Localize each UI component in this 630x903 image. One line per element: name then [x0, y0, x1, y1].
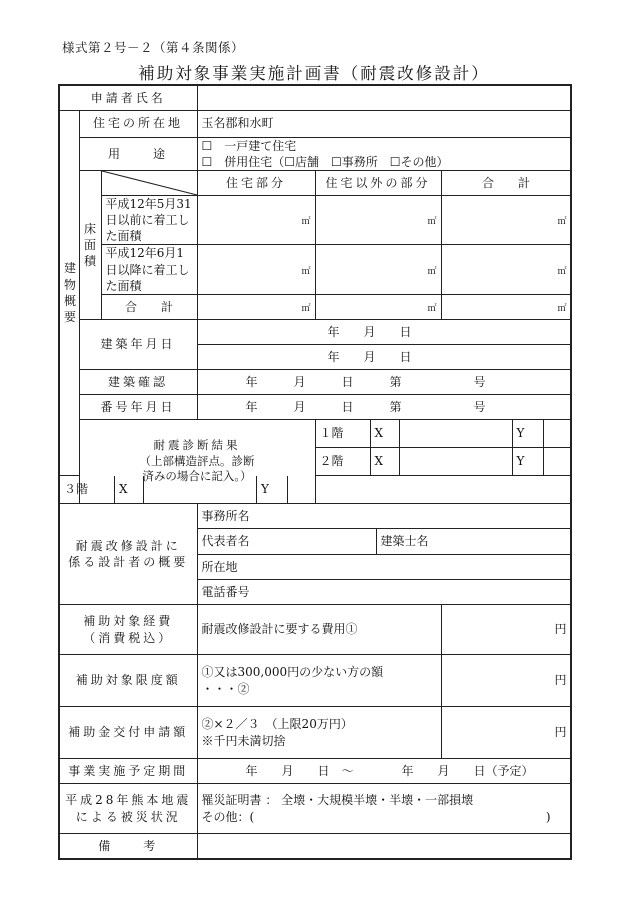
y-label-2: Y — [512, 448, 543, 475]
area-after-row — [59, 245, 571, 295]
floor-label-3: ３階 — [60, 476, 115, 503]
applicant-value[interactable] — [197, 85, 571, 110]
x-label-3: X — [115, 476, 144, 503]
designer-office[interactable]: 事務所名 — [197, 504, 571, 529]
designer-representative[interactable]: 代表者名 — [198, 529, 377, 554]
x-label-2: X — [370, 448, 399, 475]
limit-label: 補助対象限度額 — [59, 655, 197, 707]
confirm-row-1 — [59, 370, 571, 395]
built-date-value-2[interactable]: 年 月 日 — [197, 345, 571, 370]
y-label-1: Y — [512, 420, 543, 447]
applicant-row — [59, 85, 571, 110]
designer-label: 耐震改修設計に 係る設計者の概要 — [59, 504, 197, 605]
confirm-row-2 — [59, 395, 571, 420]
col-total: 合 計 — [441, 170, 571, 195]
area-before-label: 平成12年5月31日以前に着工した面積 — [101, 195, 197, 245]
designer-address[interactable]: 所在地 — [197, 555, 571, 580]
cost-row — [59, 605, 571, 655]
remarks-label: 備 考 — [59, 834, 197, 859]
limit-desc: ①又は300,000円の少ない方の額 ・・・② — [197, 655, 441, 707]
area-sum-label: 合 計 — [101, 295, 197, 320]
y-value-1[interactable] — [543, 420, 570, 447]
col-nonresidential: 住宅以外の部分 — [315, 170, 441, 195]
floor-label-1: １階 — [316, 420, 371, 447]
area-after-nonresidential[interactable]: ㎡ — [315, 245, 441, 295]
confirm-label-2: 番号年月日 — [79, 395, 197, 420]
damage-value[interactable] — [197, 784, 571, 834]
area-sum-residential[interactable]: ㎡ — [197, 295, 315, 320]
area-sum-nonresidential[interactable]: ㎡ — [315, 295, 441, 320]
floor-area-header-row — [59, 170, 571, 195]
designer-architect[interactable]: 建築士名 — [380, 534, 429, 549]
limit-row — [59, 655, 571, 707]
grant-value[interactable]: 円 — [441, 707, 571, 759]
page-title: 補助対象事業実施計画書（耐震改修設計） — [138, 64, 490, 83]
area-sum-total[interactable]: ㎡ — [441, 295, 571, 320]
seismic-row-3 — [59, 476, 571, 504]
designer-representative-cell — [197, 529, 571, 555]
diagonal-header-cell — [101, 170, 197, 195]
use-row — [59, 137, 571, 170]
building-group-label: 建 物 概 要 — [59, 110, 79, 476]
damage-row — [59, 784, 571, 834]
grant-desc: ②×２／３ （上限20万円） ※千円未満切捨 — [197, 707, 441, 759]
built-date-value-1[interactable]: 年 月 日 — [197, 320, 571, 345]
designer-row-office — [59, 504, 571, 529]
y-value-2[interactable] — [543, 448, 570, 475]
grant-label: 補助金交付申請額 — [59, 707, 197, 759]
area-before-total[interactable]: ㎡ — [441, 195, 571, 245]
col-residential: 住宅部分 — [197, 170, 315, 195]
area-before-nonresidential[interactable]: ㎡ — [315, 195, 441, 245]
designer-phone[interactable]: 電話番号 — [197, 580, 571, 605]
x-value-1[interactable] — [399, 420, 512, 447]
area-sum-row — [59, 295, 571, 320]
applicant-label: 申請者氏名 — [59, 85, 197, 110]
location-value[interactable]: 玉名郡和水町 — [197, 110, 571, 137]
damage-certificate[interactable]: 罹災証明書 ： 全壊・大規模半壊・半壊・一部損壊 — [201, 793, 474, 808]
grant-row — [59, 707, 571, 759]
built-date-row-1 — [59, 320, 571, 345]
form-number: 様式第２号－２（第４条関係） — [62, 40, 245, 55]
location-label: 住宅の所在地 — [79, 110, 197, 137]
area-before-residential[interactable]: ㎡ — [197, 195, 315, 245]
x-value-2[interactable] — [399, 448, 512, 475]
confirm-value-2[interactable]: 年 月 日 第 号 — [197, 395, 571, 420]
plan-form-table — [58, 84, 572, 860]
cost-label: 補助対象経費 （消費税込） — [59, 605, 197, 655]
confirm-value-1[interactable]: 年 月 日 第 号 — [197, 370, 571, 395]
cost-value[interactable]: 円 — [441, 605, 571, 655]
damage-other[interactable]: その他：( ) — [201, 809, 551, 824]
area-after-total[interactable]: ㎡ — [441, 245, 571, 295]
confirm-label-1: 建築確認 — [79, 370, 197, 395]
floor-label-2: ２階 — [316, 448, 371, 475]
area-after-residential[interactable]: ㎡ — [197, 245, 315, 295]
schedule-row — [59, 759, 571, 784]
y-label-3: Y — [257, 476, 288, 503]
diagonal-line-icon — [102, 171, 197, 195]
use-option-detached[interactable]: ☐ 一戸建て住宅 — [201, 138, 297, 153]
cost-desc: 耐震改修設計に要する費用① — [197, 605, 441, 655]
schedule-value[interactable]: 年 月 日 ～ 年 月 日（予定） — [197, 759, 571, 784]
schedule-label: 事業実施予定期間 — [59, 759, 197, 784]
seismic-floor-2 — [315, 448, 571, 476]
location-row — [59, 110, 571, 137]
limit-value[interactable]: 円 — [441, 655, 571, 707]
area-after-label: 平成12年6月1日以降に着工した面積 — [101, 245, 197, 295]
floor-area-label: 床 面 積 — [79, 170, 101, 319]
damage-label: 平成28年熊本地震 による被災状況 — [59, 784, 197, 834]
seismic-row-1 — [59, 420, 571, 448]
remarks-row — [59, 834, 571, 859]
remarks-value[interactable] — [197, 834, 571, 859]
seismic-floor-1 — [315, 420, 571, 448]
area-before-row — [59, 195, 571, 245]
use-option-mixed[interactable]: ☐ 併用住宅（☐店舗 ☐事務所 ☐その他） — [201, 154, 449, 169]
x-label-1: X — [370, 420, 399, 447]
seismic-label: 耐震診断結果 （上部構造評点。診断 済みの場合に記入。） — [79, 420, 315, 504]
built-date-label: 建築年月日 — [79, 320, 197, 370]
use-label: 用 途 — [79, 137, 197, 170]
use-options[interactable] — [197, 137, 571, 170]
